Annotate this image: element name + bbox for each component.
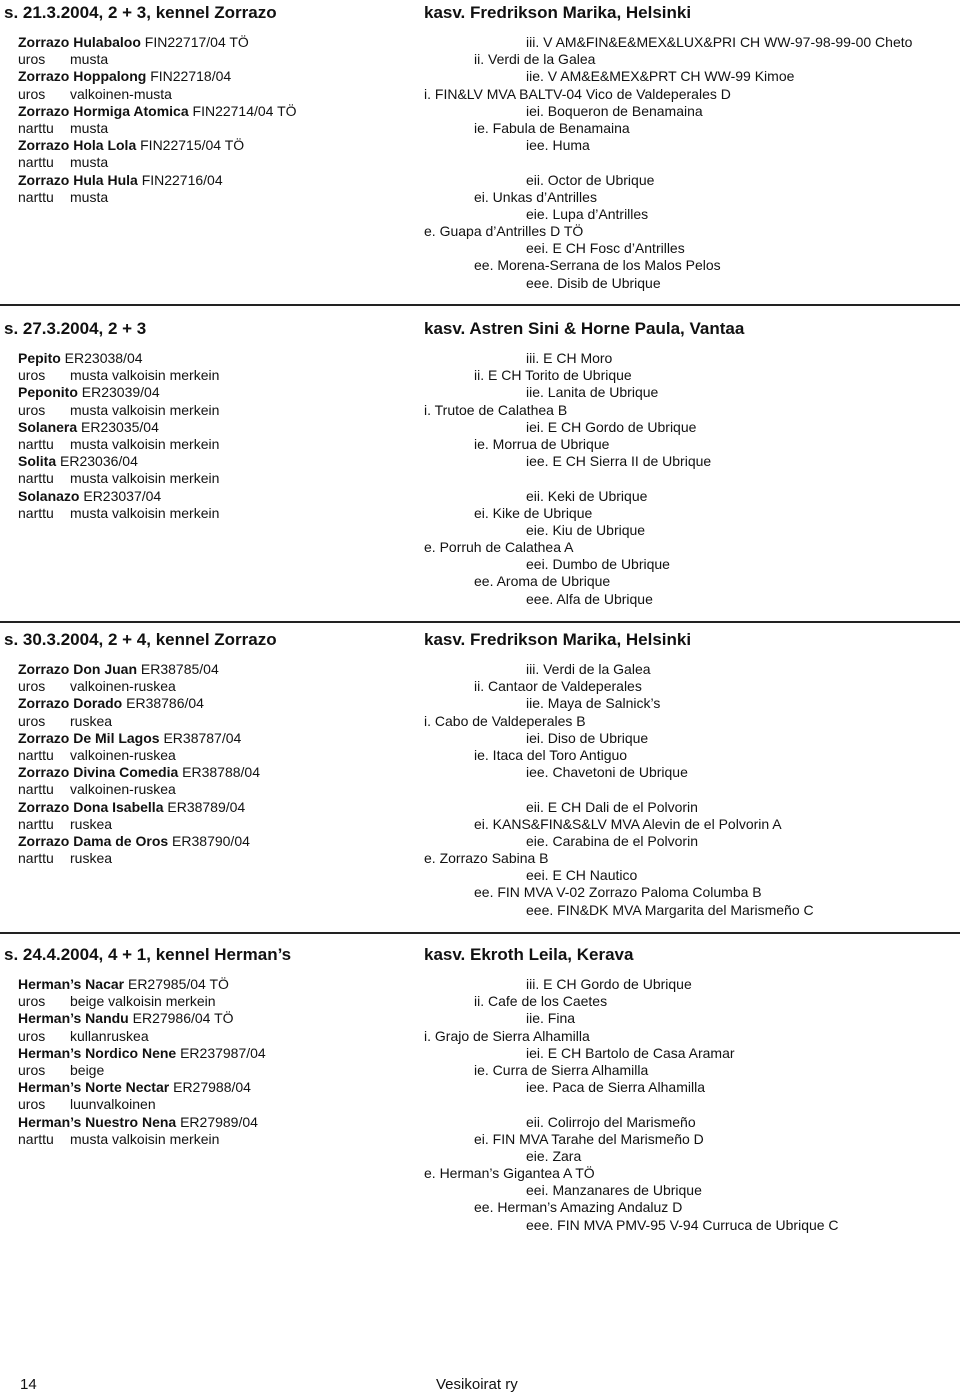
pedigree-ancestor: iie. V AM&E&MEX&PRT CH WW-99 Kimoe	[526, 68, 795, 85]
puppy-color: musta	[70, 51, 109, 68]
pedigree-ancestor: i. Grajo de Sierra Alhamilla	[424, 1027, 590, 1044]
pedigree-ancestor: iei. E CH Bartolo de Casa Aramar	[526, 1044, 735, 1061]
pedigree-row	[0, 189, 960, 206]
pedigree-row	[0, 522, 960, 539]
pedigree-row	[0, 781, 960, 798]
pedigree-ancestor: ii. E CH Torito de Ubrique	[474, 367, 632, 384]
pedigree-ancestor: eie. Kiu de Ubrique	[526, 521, 646, 538]
pedigree-row	[0, 850, 960, 867]
litter-section	[0, 0, 960, 306]
pedigree-row	[0, 1079, 960, 1096]
section-header	[0, 627, 960, 651]
pedigree-ancestor: eei. E CH Fosc d’Antrilles	[526, 240, 685, 257]
pedigree-row	[0, 68, 960, 85]
pedigree-row	[0, 1131, 960, 1148]
pedigree-row	[0, 1182, 960, 1199]
puppy-sex: uros	[18, 401, 46, 418]
puppy-name: Peponito	[18, 384, 78, 401]
pedigree-row	[0, 240, 960, 257]
puppy-sex: narttu	[18, 850, 54, 867]
litter-section	[0, 316, 960, 623]
pedigree-ancestor: ee. Morena-Serrana de los Malos Pelos	[474, 257, 721, 274]
puppy-sex: uros	[18, 1061, 46, 1078]
pedigree-row	[0, 1165, 960, 1182]
pedigree-ancestor: ie. Morrua de Ubrique	[474, 435, 610, 452]
pedigree-ancestor: eee. FIN MVA PMV-95 V-94 Curruca de Ubrique C	[526, 1216, 839, 1233]
puppy-color: musta valkoisin merkein	[70, 367, 220, 384]
pedigree-ancestor: e. Herman’s Gigantea A TÖ	[424, 1165, 595, 1182]
breeder-heading: kasv. Fredrikson Marika, Helsinki	[424, 3, 692, 22]
pedigree-row	[0, 275, 960, 292]
pedigree-row	[0, 470, 960, 487]
puppy-color: kullanruskea	[70, 1027, 149, 1044]
pedigree-ancestor: iie. Fina	[526, 1010, 576, 1027]
pedigree-ancestor: iei. E CH Gordo de Ubrique	[526, 418, 697, 435]
breeder-heading: kasv. Fredrikson Marika, Helsinki	[424, 630, 692, 649]
registration-number: ER38786/04	[126, 695, 204, 712]
pedigree-row	[0, 436, 960, 453]
puppy-color: valkoinen-ruskea	[70, 746, 176, 763]
pedigree-row	[0, 539, 960, 556]
pedigree-ancestor: e. Porruh de Calathea A	[424, 539, 574, 556]
puppy-sex: uros	[18, 85, 46, 102]
registration-number: ER23036/04	[60, 453, 138, 470]
pedigree-row	[0, 678, 960, 695]
registration-number: FIN22716/04	[141, 171, 223, 188]
pedigree-ancestor: eei. E CH Nautico	[526, 867, 638, 884]
pedigree-row	[0, 154, 960, 171]
puppy-color: valkoinen-ruskea	[70, 781, 176, 798]
pedigree-list	[0, 976, 960, 1234]
litter-heading: s. 30.3.2004, 2 + 4, kennel Zorrazo	[4, 630, 277, 649]
pedigree-row	[0, 350, 960, 367]
puppy-name: Zorrazo Dama de Oros	[18, 832, 169, 849]
pedigree-row	[0, 137, 960, 154]
breeder-heading: kasv. Ekroth Leila, Kerava	[424, 945, 634, 964]
pedigree-row	[0, 884, 960, 901]
puppy-color: musta valkoisin merkein	[70, 1130, 220, 1147]
pedigree-row	[0, 86, 960, 103]
puppy-color: valkoinen-ruskea	[70, 678, 176, 695]
litter-heading: s. 27.3.2004, 2 + 3	[4, 319, 147, 338]
section-header	[0, 316, 960, 340]
puppy-name: Herman’s Norte Nectar	[18, 1079, 170, 1096]
pedigree-row	[0, 257, 960, 274]
pedigree-ancestor: iei. Boqueron de Benamaina	[526, 102, 703, 119]
pedigree-ancestor: i. Cabo de Valdeperales B	[424, 712, 586, 729]
pedigree-ancestor: ei. KANS&FIN&S&LV MVA Alevin de el Polvorin A	[474, 815, 782, 832]
pedigree-row	[0, 661, 960, 678]
pedigree-list	[0, 34, 960, 292]
puppy-sex: narttu	[18, 154, 54, 171]
pedigree-ancestor: eei. Manzanares de Ubrique	[526, 1182, 702, 1199]
pedigree-row	[0, 1096, 960, 1113]
pedigree-row	[0, 34, 960, 51]
pedigree-ancestor: iii. E CH Moro	[526, 350, 613, 366]
pedigree-ancestor: iee. E CH Sierra II de Ubrique	[526, 453, 712, 470]
registration-number: ER27988/04	[173, 1079, 251, 1096]
pedigree-row	[0, 591, 960, 608]
puppy-name: Solanera	[18, 418, 78, 435]
pedigree-row	[0, 206, 960, 223]
pedigree-row	[0, 713, 960, 730]
pedigree-ancestor: eie. Zara	[526, 1147, 582, 1164]
puppy-sex: narttu	[18, 188, 54, 205]
pedigree-list	[0, 661, 960, 919]
pedigree-list	[0, 350, 960, 608]
page-footer	[0, 1376, 960, 1396]
pedigree-row	[0, 573, 960, 590]
puppy-name: Zorrazo Hulabaloo	[18, 34, 141, 50]
pedigree-ancestor: ii. Verdi de la Galea	[474, 51, 596, 68]
pedigree-row	[0, 799, 960, 816]
pedigree-row	[0, 1045, 960, 1062]
section-header	[0, 942, 960, 966]
pedigree-ancestor: eie. Carabina de el Polvorin	[526, 832, 698, 849]
pedigree-ancestor: iii. Verdi de la Galea	[526, 661, 651, 677]
pedigree-ancestor: iie. Maya de Salnick’s	[526, 695, 661, 712]
registration-number: ER23038/04	[64, 350, 143, 366]
pedigree-ancestor: eee. Alfa de Ubrique	[526, 590, 653, 607]
puppy-color: valkoinen-musta	[70, 85, 172, 102]
puppy-color: musta	[70, 188, 109, 205]
puppy-name: Pepito	[18, 350, 61, 366]
puppy-color: musta valkoisin merkein	[70, 470, 220, 487]
pedigree-ancestor: eii. Keki de Ubrique	[526, 487, 648, 504]
puppy-color: ruskea	[70, 712, 113, 729]
puppy-sex: narttu	[18, 815, 54, 832]
puppy-name: Zorrazo Hormiga Atomica	[18, 102, 189, 119]
litter-heading: s. 21.3.2004, 2 + 3, kennel Zorrazo	[4, 3, 277, 22]
pedigree-ancestor: iee. Paca de Sierra Alhamilla	[526, 1079, 705, 1096]
pedigree-ancestor: ei. FIN MVA Tarahe del Marismeño D	[474, 1130, 704, 1147]
pedigree-row	[0, 1010, 960, 1027]
pedigree-row	[0, 223, 960, 240]
puppy-color: ruskea	[70, 815, 113, 832]
pedigree-ancestor: e. Guapa d’Antrilles D TÖ	[424, 223, 584, 240]
registration-number: ER27985/04 TÖ	[127, 976, 229, 992]
puppy-sex: uros	[18, 712, 46, 729]
puppy-sex: narttu	[18, 119, 54, 136]
puppy-color: musta valkoisin merkein	[70, 504, 220, 521]
pedigree-ancestor: eie. Lupa d’Antrilles	[526, 205, 649, 222]
pedigree-row	[0, 453, 960, 470]
pedigree-ancestor: eii. Octor de Ubrique	[526, 171, 655, 188]
pedigree-ancestor: iie. Lanita de Ubrique	[526, 384, 659, 401]
pedigree-row	[0, 120, 960, 137]
puppy-name: Herman’s Nuestro Nena	[18, 1113, 177, 1130]
puppy-name: Herman’s Nordico Nene	[18, 1044, 177, 1061]
pedigree-ancestor: ei. Kike de Ubrique	[474, 504, 593, 521]
pedigree-ancestor: eii. Colirrojo del Marismeño	[526, 1113, 696, 1130]
registration-number: FIN22714/04 TÖ	[192, 102, 297, 119]
puppy-sex: uros	[18, 678, 46, 695]
pedigree-ancestor: iee. Huma	[526, 137, 590, 154]
puppy-sex: uros	[18, 993, 46, 1010]
pedigree-ancestor: ii. Cafe de los Caetes	[474, 993, 608, 1010]
puppy-sex: uros	[18, 51, 46, 68]
registration-number: ER38788/04	[182, 764, 260, 781]
puppy-color: musta	[70, 119, 109, 136]
pedigree-row	[0, 51, 960, 68]
puppy-name: Solanazo	[18, 487, 80, 504]
registration-number: FIN22717/04 TÖ	[144, 34, 249, 50]
litter-section	[0, 942, 960, 1242]
puppy-name: Solita	[18, 453, 57, 470]
pedigree-row	[0, 103, 960, 120]
registration-number: ER38789/04	[167, 798, 246, 815]
registration-number: FIN22715/04 TÖ	[140, 137, 245, 154]
section-header	[0, 0, 960, 24]
pedigree-ancestor: ei. Unkas d’Antrilles	[474, 188, 597, 205]
pedigree-ancestor: iii. V AM&FIN&E&MEX&LUX&PRI CH WW-97-98-99-00 Cheto	[526, 34, 913, 50]
puppy-sex: narttu	[18, 504, 54, 521]
pedigree-ancestor: e. Zorrazo Sabina B	[424, 850, 549, 867]
pedigree-ancestor: eii. E CH Dali de el Polvorin	[526, 798, 698, 815]
pedigree-row	[0, 1028, 960, 1045]
puppy-name: Zorrazo Dona Isabella	[18, 798, 164, 815]
registration-number: ER23039/04	[81, 384, 160, 401]
pedigree-row	[0, 367, 960, 384]
pedigree-row	[0, 505, 960, 522]
registration-number: FIN22718/04	[150, 68, 232, 85]
puppy-sex: uros	[18, 367, 46, 384]
litter-section	[0, 627, 960, 934]
pedigree-row	[0, 902, 960, 919]
registration-number: ER38785/04	[140, 661, 219, 677]
puppy-sex: narttu	[18, 435, 54, 452]
pedigree-ancestor: eee. FIN&DK MVA Margarita del Marismeño C	[526, 901, 814, 918]
puppy-name: Zorrazo Hoppalong	[18, 68, 147, 85]
pedigree-row	[0, 695, 960, 712]
puppy-sex: uros	[18, 1027, 46, 1044]
puppy-color: musta valkoisin merkein	[70, 435, 220, 452]
publication-name: Vesikoirat ry	[436, 1376, 518, 1393]
registration-number: ER23037/04	[83, 487, 162, 504]
pedigree-ancestor: ii. Cantaor de Valdeperales	[474, 678, 642, 695]
puppy-sex: narttu	[18, 781, 54, 798]
registration-number: ER27989/04	[180, 1113, 258, 1130]
puppy-color: musta	[70, 154, 109, 171]
puppy-name: Zorrazo De Mil Lagos	[18, 729, 160, 746]
pedigree-ancestor: ee. FIN MVA V-02 Zorrazo Paloma Columba B	[474, 884, 762, 901]
puppy-name: Zorrazo Divina Comedia	[18, 764, 179, 781]
pedigree-row	[0, 488, 960, 505]
pedigree-row	[0, 419, 960, 436]
pedigree-row	[0, 833, 960, 850]
registration-number: ER23035/04	[81, 418, 159, 435]
pedigree-ancestor: i. Trutoe de Calathea B	[424, 401, 568, 418]
puppy-color: musta valkoisin merkein	[70, 401, 220, 418]
registration-number: ER237987/04	[180, 1044, 266, 1061]
puppy-sex: narttu	[18, 470, 54, 487]
pedigree-ancestor: eei. Dumbo de Ubrique	[526, 556, 670, 573]
pedigree-row	[0, 1199, 960, 1216]
pedigree-row	[0, 816, 960, 833]
litter-heading: s. 24.4.2004, 4 + 1, kennel Herman’s	[4, 945, 292, 964]
pedigree-row	[0, 402, 960, 419]
pedigree-row	[0, 1217, 960, 1234]
pedigree-row	[0, 730, 960, 747]
pedigree-row	[0, 993, 960, 1010]
registration-number: ER27986/04 TÖ	[132, 1010, 234, 1027]
pedigree-ancestor: iii. E CH Gordo de Ubrique	[526, 976, 692, 992]
pedigree-row	[0, 384, 960, 401]
pedigree-ancestor: eee. Disib de Ubrique	[526, 274, 661, 291]
puppy-sex: narttu	[18, 746, 54, 763]
puppy-name: Zorrazo Dorado	[18, 695, 123, 712]
pedigree-ancestor: ee. Herman’s Amazing Andaluz D	[474, 1199, 683, 1216]
pedigree-ancestor: iei. Diso de Ubrique	[526, 729, 649, 746]
puppy-color: beige	[70, 1061, 105, 1078]
puppy-name: Zorrazo Don Juan	[18, 661, 138, 677]
puppy-sex: uros	[18, 1096, 46, 1113]
pedigree-ancestor: ie. Fabula de Benamaina	[474, 119, 630, 136]
page-number: 14	[20, 1376, 37, 1393]
registration-number: ER38790/04	[172, 832, 250, 849]
puppy-name: Herman’s Nacar	[18, 976, 125, 992]
puppy-name: Zorrazo Hola Lola	[18, 137, 137, 154]
puppy-name: Herman’s Nandu	[18, 1010, 129, 1027]
pedigree-row	[0, 764, 960, 781]
pedigree-ancestor: i. FIN&LV MVA BALTV-04 Vico de Valdeperales D	[424, 85, 731, 102]
pedigree-ancestor: ie. Curra de Sierra Alhamilla	[474, 1061, 649, 1078]
pedigree-row	[0, 556, 960, 573]
puppy-sex: narttu	[18, 1130, 54, 1147]
pedigree-ancestor: ie. Itaca del Toro Antiguo	[474, 746, 628, 763]
pedigree-ancestor: iee. Chavetoni de Ubrique	[526, 764, 688, 781]
pedigree-row	[0, 867, 960, 884]
pedigree-ancestor: ee. Aroma de Ubrique	[474, 573, 611, 590]
pedigree-row	[0, 1114, 960, 1131]
pedigree-row	[0, 172, 960, 189]
pedigree-row	[0, 1062, 960, 1079]
puppy-color: ruskea	[70, 850, 113, 867]
breeder-heading: kasv. Astren Sini & Horne Paula, Vantaa	[424, 319, 745, 338]
pedigree-row	[0, 747, 960, 764]
puppy-color: beige valkoisin merkein	[70, 993, 216, 1010]
puppy-color: luunvalkoinen	[70, 1096, 156, 1113]
puppy-name: Zorrazo Hula Hula	[18, 171, 138, 188]
pedigree-row	[0, 976, 960, 993]
registration-number: ER38787/04	[163, 729, 242, 746]
pedigree-row	[0, 1148, 960, 1165]
